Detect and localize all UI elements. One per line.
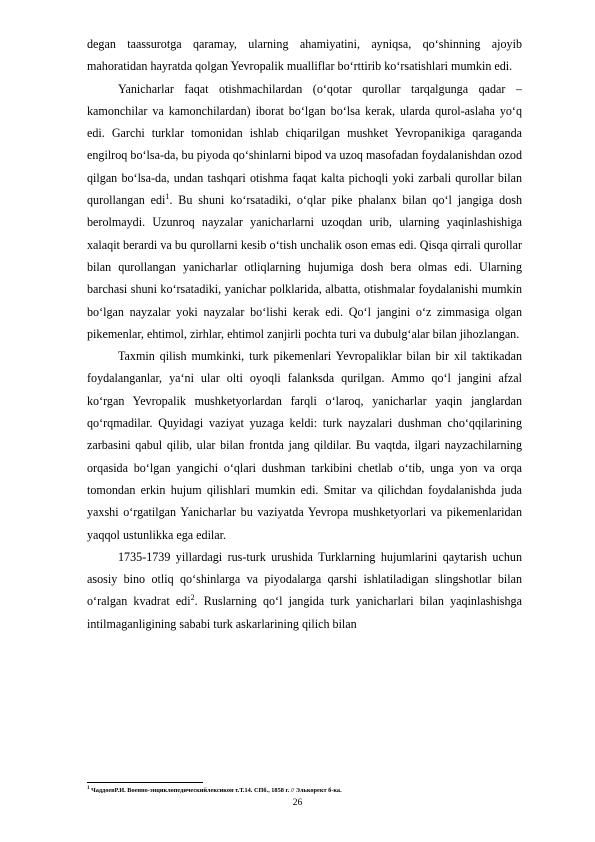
paragraph-4 <box>87 546 522 635</box>
paragraph-2 <box>87 78 522 346</box>
paragraph-4-text-cont: . Ruslarning qo‘l jangida turk yanicharlari bilan yaqinlashishga intilmaganligining sababi turk askarlarining qilich bilan <box>87 594 522 631</box>
paragraph-4-text: 1735-1739 yillardagi rus-turk urushida Turklarning hujumlarini qaytarish uchun asosiy bino otliq qo‘shinlarga va piyodalarga qarshi ishlatiladigan slingshotlar bilan o‘ralgan kvadrat edi <box>87 549 522 609</box>
paragraph-1-text: degan taassurotga qaramay, ularning ahamiyatini, ayniqsa, qo‘shinning ajoyib mahoratidan hayratda qolgan Yevropalik mualliflar bo‘rttirib ko‘rsatishlari mumkin edi. <box>87 37 522 74</box>
paragraph-3 <box>87 345 522 546</box>
paragraph-2-text: Yanicharlar faqat otishmachilardan (o‘qotar qurollar tarqalgunga qadar – kamonchilar va kamonchilardan) iborat bo‘lgan bo‘lsa kerak, ularda qurol-aslaha yo‘q edi. Garchi turklar tomonidan ishlab chiqarilgan mushket Yevropanikiga qaraganda engilroq bo‘lsa-da, bu piyoda qo‘shinlarni bipod va uzoq masofadan foydalanishdan ozod qilgan bo‘lsa-da, undan tashqari otishma faqat kalta pichoqli yoki zarbali qurollar bilan qurollangan edi <box>87 81 522 208</box>
paragraph-1 <box>87 33 522 78</box>
footnote <box>87 786 522 795</box>
footnote-text: ЧаддоевР.И. Военно-энциклопедическийлексикон т.Т.14. СПб., 1858 г. // Элькорект б-ка. <box>91 787 342 794</box>
footnote-number: 1 <box>87 786 90 791</box>
body-text <box>87 33 522 635</box>
footnote-divider <box>87 782 203 783</box>
paragraph-2-text-cont: . Bu shuni ko‘rsatadiki, o‘qlar pike phalanx bilan qo‘l jangiga dosh berolmaydi. Uzunroq nayzalar yanicharlarni uzoqdan urib, ularning yaqinlashishiga xalaqit berardi va bu qurollarni kesib o‘tish unchalik oson emas edi. Qisqa qirrali qurollar bilan qurollangan yanicharlar otliqlarning hujumiga dosh bera olmas edi. Ularning barchasi shuni ko‘rsatadiki, yanichar polklarida, albatta, otishmalar foydalanishi mumkin bo‘lgan nayzalar yoki nayzalar bo‘lishi kerak edi. Qo‘l jangini o‘z zimmasiga olgan pikemenlar, ehtimol, zirhlar, ehtimol zanjirli pochta turi va dubulg‘alar bilan jihozlangan. <box>87 193 523 341</box>
paragraph-3-text: Taxmin qilish mumkinki, turk pikemenlari Yevropaliklar bilan bir xil taktikadan foydalanganlar, ya‘ni ular olti oyoqli falanksda qurilgan. Ammo qo‘l jangini afzal ko‘rgan Yevropalik mushketyorlardan farqli o‘laroq, yanicharlar yaqin janglardan qo‘rqmadilar. Quyidagi vaziyat yuzaga keldi: turk nayzalari dushman cho‘qqilarining zarbasini qabul qilib, ular bilan frontda jang qildilar. Bu vaqtda, ilgari nayzachilarning orqasida bo‘lgan yangichi o‘qlari dushman tarkibini chetlab o‘tib, unga yon va orqa tomondan erkin hujum qilishlari mumkin edi. Smitar va qilichdan foydalanishda juda yaxshi o‘rgatilgan Yanicharlar bu vaziyatda Yevropa mushketyorlari va pikemenlaridan yaqqol ustunlikka ega edilar. <box>87 349 522 542</box>
page-number: 26 <box>292 798 303 808</box>
footnote-ref-2[interactable]: 2 <box>190 593 195 603</box>
footnote-ref-1[interactable]: 1 <box>165 192 170 202</box>
